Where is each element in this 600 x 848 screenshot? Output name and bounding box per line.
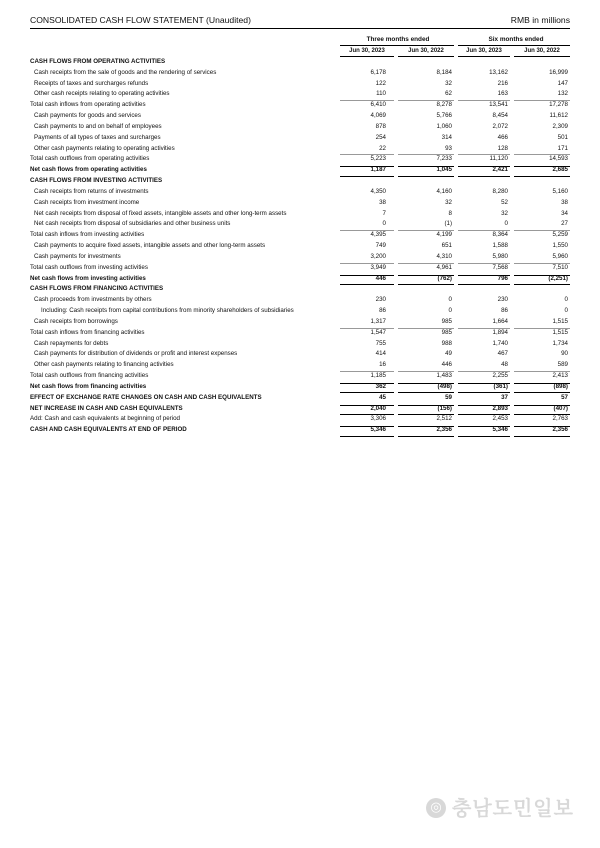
table-row xyxy=(30,274,570,285)
row-value: 4,395 xyxy=(370,231,386,239)
row-value: 2,356 xyxy=(436,426,452,434)
row-value: 62 xyxy=(445,90,452,98)
table-row xyxy=(30,404,570,415)
table-row xyxy=(30,230,570,241)
row-label: Cash payments to acquire fixed assets, intangible assets and other long-term assets xyxy=(34,242,266,250)
table-row xyxy=(30,89,570,100)
row-value: 38 xyxy=(561,198,568,206)
row-value: 314 xyxy=(441,133,452,141)
row-value: 446 xyxy=(441,361,452,369)
row-value: 171 xyxy=(557,144,568,152)
publisher-logo-icon: ◎ xyxy=(426,798,446,818)
row-value: 2,512 xyxy=(436,415,452,423)
row-value: 5,160 xyxy=(552,187,568,195)
table-row xyxy=(30,68,570,79)
row-value: 49 xyxy=(445,350,452,358)
row-label: Cash repayments for debts xyxy=(34,339,109,347)
row-value: 1,547 xyxy=(370,328,386,336)
column-header: Jun 30, 2023 xyxy=(349,48,385,54)
row-label: Net cash flows from investing activities xyxy=(30,274,146,282)
table-row xyxy=(30,306,570,317)
table-row xyxy=(30,122,570,133)
row-value: 11,120 xyxy=(489,155,508,163)
watermark-text: 충남도민일보 xyxy=(452,796,574,820)
row-value: 2,893 xyxy=(492,404,508,412)
row-value: (361) xyxy=(493,382,508,390)
row-value: 6,410 xyxy=(370,101,386,109)
row-value: 8,280 xyxy=(492,187,508,195)
table-row xyxy=(30,133,570,144)
row-value: 362 xyxy=(375,382,386,390)
row-label: Other cash payments relating to operating activities xyxy=(34,144,175,152)
row-value: (407) xyxy=(553,404,568,412)
row-value: 13,162 xyxy=(489,68,508,76)
row-value: 1,515 xyxy=(552,328,568,336)
row-value: 878 xyxy=(375,122,386,130)
row-value: 7 xyxy=(382,209,386,217)
table-row xyxy=(30,79,570,90)
row-value: (498) xyxy=(437,382,452,390)
row-value: 651 xyxy=(441,242,452,250)
row-label: CASH FLOWS FROM INVESTING ACTIVITIES xyxy=(30,177,163,185)
row-value: 38 xyxy=(379,198,386,206)
row-value: 1,045 xyxy=(436,166,452,174)
row-value: 985 xyxy=(441,317,452,325)
row-value: 163 xyxy=(497,90,508,98)
row-value: 5,960 xyxy=(552,252,568,260)
row-value: 1,187 xyxy=(370,166,386,174)
row-label: Other cash payments relating to financing activities xyxy=(34,361,174,369)
row-label: CASH FLOWS FROM OPERATING ACTIVITIES xyxy=(30,58,166,65)
row-value: 1,060 xyxy=(436,122,452,130)
row-value: (156) xyxy=(437,404,452,412)
table-row xyxy=(30,295,570,306)
table-row xyxy=(30,100,570,111)
row-label: Cash payments for distribution of dividends or profit and interest expenses xyxy=(34,350,238,358)
row-value: 2,421 xyxy=(492,166,508,174)
row-value: 5,346 xyxy=(370,426,386,434)
row-value: 57 xyxy=(561,393,568,401)
table-row xyxy=(30,252,570,263)
row-value: 2,763 xyxy=(552,415,568,423)
row-value: 230 xyxy=(497,296,508,304)
cash-flow-table xyxy=(30,57,570,436)
row-value: 467 xyxy=(497,350,508,358)
row-value: 45 xyxy=(379,393,386,401)
row-value: 8,454 xyxy=(492,112,508,120)
row-value: 2,356 xyxy=(552,426,568,434)
column-header: Jun 30, 2023 xyxy=(466,48,502,54)
table-row xyxy=(30,284,570,295)
row-value: 8 xyxy=(448,209,452,217)
row-label: EFFECT OF EXCHANGE RATE CHANGES ON CASH AND CASH EQUIVALENTS xyxy=(30,393,262,401)
row-value: 749 xyxy=(375,242,386,250)
row-value: 2,309 xyxy=(552,122,568,130)
row-value: (1) xyxy=(444,220,452,228)
row-value: 32 xyxy=(445,79,452,87)
row-value: 3,306 xyxy=(370,415,386,423)
row-label: CASH FLOWS FROM FINANCING ACTIVITIES xyxy=(30,285,164,293)
row-label: Total cash outflows from financing activities xyxy=(30,372,149,380)
row-label: CASH AND CASH EQUIVALENTS AT END OF PERIOD xyxy=(30,426,187,434)
publisher-watermark xyxy=(426,796,586,822)
row-label: Total cash outflows from investing activities xyxy=(30,263,148,271)
row-value: 985 xyxy=(441,328,452,336)
row-label: Cash proceeds from investments by others xyxy=(34,296,152,304)
table-row xyxy=(30,198,570,209)
row-value: 16 xyxy=(379,361,386,369)
row-value: 1,588 xyxy=(492,242,508,250)
column-header: Jun 30, 2022 xyxy=(408,48,444,54)
row-label: Add: Cash and cash equivalents at beginning of period xyxy=(30,415,180,423)
table-row xyxy=(30,187,570,198)
row-value: 86 xyxy=(379,307,386,315)
row-value: 1,515 xyxy=(552,317,568,325)
row-value: 4,310 xyxy=(436,252,452,260)
row-value: (762) xyxy=(437,274,452,282)
row-value: 254 xyxy=(375,133,386,141)
row-value: 4,350 xyxy=(370,187,386,195)
column-group-three-months: Three months ended xyxy=(366,36,430,43)
row-value: 5,223 xyxy=(370,155,386,163)
row-value: 128 xyxy=(497,144,508,152)
row-label: Total cash inflows from financing activities xyxy=(30,328,145,336)
row-value: 147 xyxy=(557,79,568,87)
row-label: Cash receipts from borrowings xyxy=(34,317,118,325)
row-value: 11,612 xyxy=(549,112,568,120)
column-group-six-months: Six months ended xyxy=(488,36,544,43)
row-label: Cash payments for goods and services xyxy=(34,112,141,120)
row-value: 1,483 xyxy=(436,372,452,380)
row-value: 466 xyxy=(497,133,508,141)
row-label: Including: Cash receipts from capital contributions from minority shareholders of subsidiaries xyxy=(41,307,294,315)
row-value: 2,072 xyxy=(492,122,508,130)
row-value: (898) xyxy=(553,382,568,390)
row-value: 0 xyxy=(564,307,568,315)
row-value: 90 xyxy=(561,350,568,358)
row-value: 0 xyxy=(448,307,452,315)
row-value: 5,259 xyxy=(552,231,568,239)
row-value: 216 xyxy=(497,79,508,87)
row-value: 0 xyxy=(564,296,568,304)
row-value: 755 xyxy=(375,339,386,347)
row-value: 0 xyxy=(504,220,508,228)
row-value: 4,961 xyxy=(436,263,452,271)
row-value: 230 xyxy=(375,296,386,304)
row-value: 2,040 xyxy=(370,404,386,412)
table-row xyxy=(30,371,570,382)
table-row xyxy=(30,360,570,371)
row-value: 7,233 xyxy=(436,155,452,163)
table-row xyxy=(30,414,570,425)
table-row xyxy=(30,176,570,187)
row-value: 8,278 xyxy=(436,101,452,109)
currency-unit: RMB in millions xyxy=(510,15,570,25)
row-value: 32 xyxy=(501,209,508,217)
column-header: Jun 30, 2022 xyxy=(524,48,560,54)
row-value: 14,593 xyxy=(549,155,568,163)
row-value: 34 xyxy=(561,209,568,217)
row-value: 4,199 xyxy=(436,231,452,239)
row-label: Cash payments to and on behalf of employees xyxy=(34,122,162,130)
row-value: 1,734 xyxy=(552,339,568,347)
row-value: 17,278 xyxy=(549,101,568,109)
table-row xyxy=(30,219,570,230)
row-value: 3,200 xyxy=(370,252,386,260)
table-row xyxy=(30,317,570,328)
row-value: 501 xyxy=(557,133,568,141)
row-value: 27 xyxy=(561,220,568,228)
table-row xyxy=(30,57,570,68)
table-row xyxy=(30,165,570,176)
table-row xyxy=(30,349,570,360)
row-value: 6,178 xyxy=(370,68,386,76)
row-value: 52 xyxy=(501,198,508,206)
row-value: 86 xyxy=(501,307,508,315)
row-value: 2,453 xyxy=(492,415,508,423)
statement-title: CONSOLIDATED CASH FLOW STATEMENT (Unaudited) xyxy=(30,15,251,25)
table-row xyxy=(30,382,570,393)
row-value: 1,550 xyxy=(552,242,568,250)
row-value: 1,185 xyxy=(370,372,386,380)
row-label: Cash receipts from returns of investments xyxy=(34,187,149,195)
row-value: (2,251) xyxy=(548,274,568,282)
row-label: NET INCREASE IN CASH AND CASH EQUIVALENTS xyxy=(30,404,183,412)
row-value: 446 xyxy=(375,274,386,282)
group-divider xyxy=(458,45,570,46)
row-value: 1,894 xyxy=(492,328,508,336)
row-value: 93 xyxy=(445,144,452,152)
row-value: 0 xyxy=(448,296,452,304)
row-value: 988 xyxy=(441,339,452,347)
row-value: 132 xyxy=(557,90,568,98)
row-label: Receipts of taxes and surcharges refunds xyxy=(34,79,149,87)
row-value: 5,766 xyxy=(436,112,452,120)
row-value: 4,069 xyxy=(370,112,386,120)
row-value: 2,685 xyxy=(552,166,568,174)
table-row xyxy=(30,111,570,122)
row-value: 4,160 xyxy=(436,187,452,195)
row-value: 16,999 xyxy=(549,68,568,76)
row-label: Net cash receipts from disposal of fixed assets, intangible assets and other long-term assets xyxy=(34,209,287,217)
row-label: Other cash receipts relating to operating activities xyxy=(34,90,170,98)
row-value: 22 xyxy=(379,144,386,152)
table-row xyxy=(30,154,570,165)
row-value: 7,568 xyxy=(492,263,508,271)
row-value: 1,317 xyxy=(370,317,386,325)
row-value: 7,510 xyxy=(552,263,568,271)
row-value: 8,364 xyxy=(492,231,508,239)
row-value: 1,664 xyxy=(492,317,508,325)
table-row xyxy=(30,393,570,404)
row-value: 59 xyxy=(445,393,452,401)
table-row xyxy=(30,339,570,350)
row-value: 414 xyxy=(375,350,386,358)
row-value: 8,184 xyxy=(436,68,452,76)
row-value: 3,949 xyxy=(370,263,386,271)
row-value: 13,541 xyxy=(489,101,508,109)
row-value: 5,980 xyxy=(492,252,508,260)
table-row xyxy=(30,144,570,155)
row-label: Payments of all types of taxes and surcharges xyxy=(34,133,161,141)
group-divider xyxy=(340,45,454,46)
table-row xyxy=(30,328,570,339)
row-value: 796 xyxy=(497,274,508,282)
row-label: Total cash inflows from operating activities xyxy=(30,101,146,109)
row-value: 48 xyxy=(501,361,508,369)
row-value: 589 xyxy=(557,361,568,369)
row-label: Total cash outflows from operating activities xyxy=(30,155,150,163)
row-label: Cash payments for investments xyxy=(34,252,121,260)
table-row xyxy=(30,425,570,436)
row-value: 32 xyxy=(445,198,452,206)
row-label: Net cash flows from operating activities xyxy=(30,166,147,174)
row-value: 5,346 xyxy=(492,426,508,434)
row-value: 2,255 xyxy=(492,372,508,380)
table-row xyxy=(30,263,570,274)
row-label: Net cash receipts from disposal of subsidiaries and other business units xyxy=(34,220,231,228)
row-label: Total cash inflows from investing activities xyxy=(30,231,145,239)
row-value: 37 xyxy=(501,393,508,401)
row-value: 110 xyxy=(376,90,386,98)
row-value: 0 xyxy=(382,220,386,228)
table-row xyxy=(30,209,570,220)
table-row xyxy=(30,241,570,252)
row-label: Cash receipts from the sale of goods and the rendering of services xyxy=(34,68,217,76)
row-value: 122 xyxy=(375,79,386,87)
row-value: 2,413 xyxy=(552,372,568,380)
row-value: 1,740 xyxy=(492,339,508,347)
statement-header xyxy=(30,14,570,29)
row-label: Cash receipts from investment income xyxy=(34,198,140,206)
row-label: Net cash flows from financing activities xyxy=(30,382,147,390)
